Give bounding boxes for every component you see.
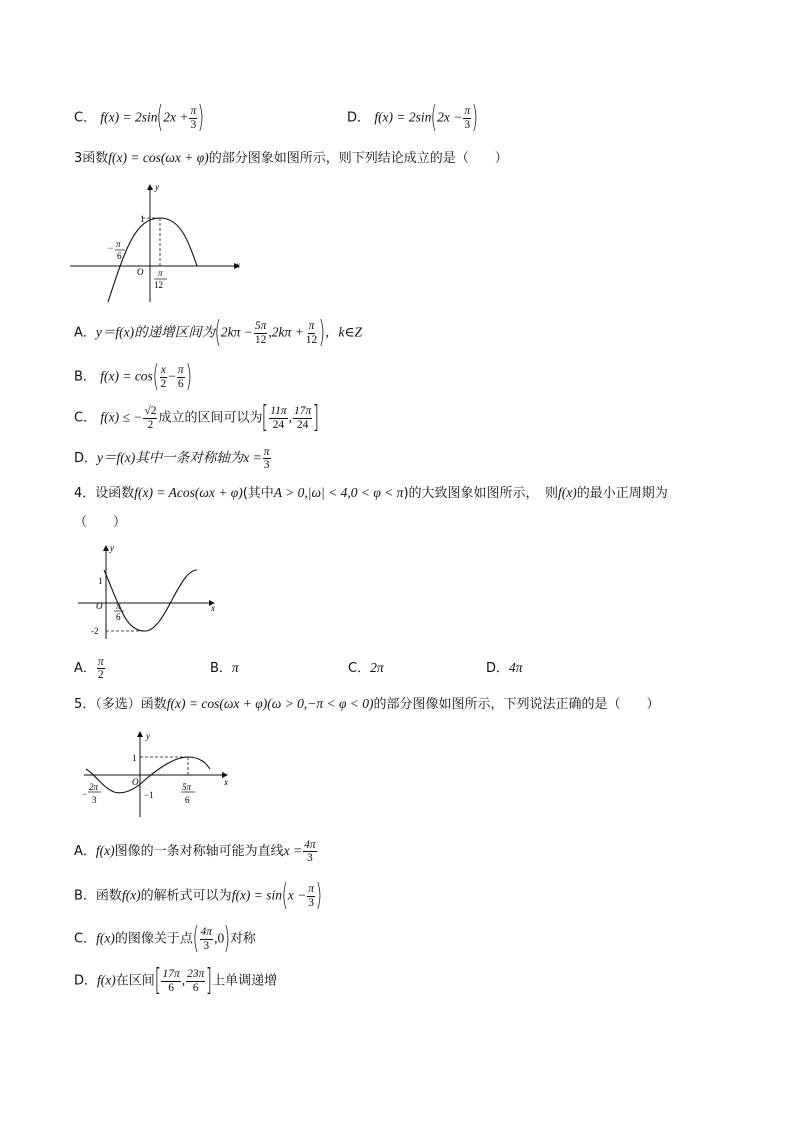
option-d-top: D． f(x) = 2sin(2x − $\frac{\pi}{3}$ ) [347, 100, 479, 135]
q5-option-c: C．f(x)的图像关于点( $\frac{4\pi}{3}$ ,0)对称 [74, 921, 256, 956]
q4-six: 6 [116, 612, 121, 622]
q5-right-den: 6 [185, 795, 190, 805]
q5-origin: O [132, 777, 139, 787]
q3-neg-pi: π [116, 239, 121, 249]
q5-option-b: B．函数f(x)的解析式可以为f(x) = sin(x − $\frac{\pi}{3}$ ) [74, 878, 323, 913]
q4-one: 1 [98, 576, 103, 586]
q4-stem: 4．设函数f(x) = Acos(ωx + φ)(其中A > 0,|ω| < 4,0 < φ < π)的大致图象如图所示， 则f(x)的最小正周期为 [74, 485, 668, 501]
q4-pi: π [116, 601, 121, 611]
q4-graph [70, 543, 225, 641]
q5-option-a: A．f(x)图像的一条对称轴可能为直线x = $\frac{4\pi}{3}$ [74, 839, 316, 865]
q3-neg-6: 6 [117, 251, 122, 261]
q5-x-label: x [224, 777, 228, 787]
q4-neg2: -2 [91, 626, 99, 636]
q3-option-d: D．y＝f(x)其中一条对称轴为x = $\frac{\pi}{3}$ [74, 446, 270, 472]
q3-one: 1 [140, 214, 145, 224]
q5-y-label: y [146, 731, 150, 741]
q4-option-c: C．2π [348, 660, 384, 676]
q3-option-a: A．y＝f(x)的递增区间为(2kπ − $\frac{5\pi}{12}$ ,2kπ + $\frac{\pi}{12}$ )，k∈Z [74, 315, 362, 350]
q5-option-d: D．f(x)在区间[ $\frac{17\pi}{6}$ , $\frac{23\pi}{6}$ ]上单调递增 [74, 963, 278, 998]
q3-origin: O [137, 267, 144, 277]
q4-option-a: A． $\frac{\pi}{2}$ [74, 656, 104, 682]
q5-one: 1 [132, 753, 137, 763]
q4-option-d: D．4π [486, 660, 523, 676]
q5-left-minus: − [82, 789, 88, 799]
q4-x-label: x [211, 603, 215, 613]
q4-origin: O [96, 601, 103, 611]
q5-graph [78, 727, 238, 819]
q5-left-num: 2π [89, 782, 99, 792]
q4-paren: （ ） [74, 515, 127, 530]
q3-stem: 3函数f(x) = cos(ωx + φ)的部分图象如图所示，则下列结论成立的是（ ） [74, 150, 508, 166]
q4-y-label: y [110, 543, 114, 553]
q5-right-num: 5π [182, 782, 192, 792]
q3-pos-pi: π [158, 268, 163, 278]
q3-option-b: B． f(x) = cos( $\frac{x}{2}$ − $\frac{\pi}{6}$ ) [74, 359, 192, 394]
q3-graph [70, 180, 250, 305]
q4-option-b: B．π [210, 660, 239, 676]
option-c-top: C． f(x) = 2sin(2x + $\frac{\pi}{3}$ ) [74, 100, 205, 135]
q3-neg-minus: − [108, 243, 114, 253]
q5-neg1: −1 [144, 790, 154, 800]
q5-stem: 5．（多选）函数f(x) = cos(ωx + φ)(ω > 0,−π < φ < 0)的部分图像如图所示，下列说法正确的是（ ） [74, 696, 660, 712]
q3-pos-12: 12 [154, 280, 163, 290]
q3-x-label: x [236, 260, 240, 270]
q5-left-den: 3 [92, 795, 97, 805]
q3-y-label: y [155, 182, 159, 192]
q3-option-c: C． f(x) ≤ − $\frac{√2}{2}$ 成立的区间可以为[ $\frac{11\pi}{24}$ , $\frac{17\pi}{24}$ ] [74, 400, 320, 435]
